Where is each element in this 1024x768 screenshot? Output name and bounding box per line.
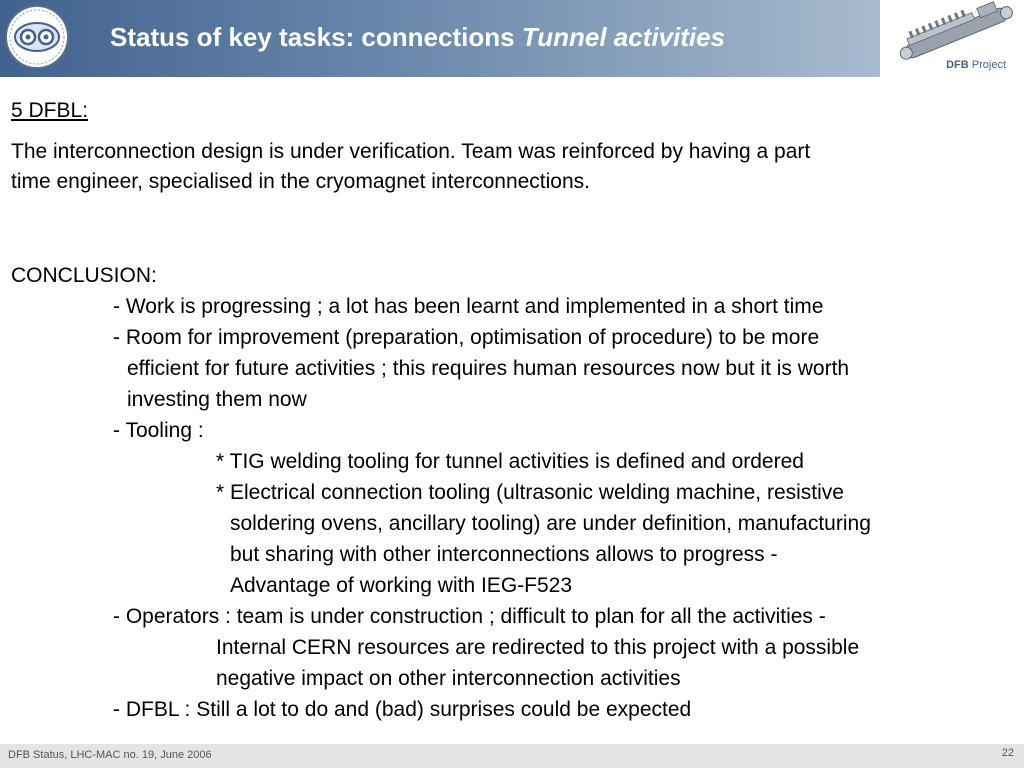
conclusion-heading: CONCLUSION: bbox=[11, 264, 157, 287]
project-label: DFB Project bbox=[946, 59, 1006, 71]
intro-line: The interconnection design is under verification. Team was reinforced by having a part bbox=[11, 140, 811, 163]
bullet-item: - DFBL : Still a lot to do and (bad) surprises could be expected bbox=[113, 698, 692, 721]
cern-logo-icon bbox=[4, 4, 70, 70]
page-title-italic: Tunnel activities bbox=[521, 22, 726, 52]
page-number: 22 bbox=[1001, 747, 1014, 759]
bullet-item: - Tooling : bbox=[113, 419, 204, 442]
page-title: Status of key tasks: connections Tunnel activities bbox=[110, 22, 726, 52]
section-heading: 5 DFBL: bbox=[11, 99, 89, 122]
project-badge bbox=[888, 0, 1024, 77]
footer-bar bbox=[0, 744, 1024, 768]
bullet-item: - Room for improvement (preparation, optimisation of procedure) to be more efficient for future activities ; this requires human resources now but it is worth investing them now bbox=[113, 326, 850, 411]
bullet-item: - Operators : team is under construction ; difficult to plan for all the activities - Internal CERN resources are redirected to this project with a possible negative impact on other interconnection activities bbox=[113, 605, 860, 690]
sub-bullet-item: * TIG welding tooling for tunnel activities is defined and ordered bbox=[216, 450, 804, 473]
intro-paragraph bbox=[11, 137, 1016, 197]
header-banner bbox=[0, 0, 880, 77]
intro-line: time engineer, specialised in the cryomagnet interconnections. bbox=[11, 170, 590, 193]
slide-body bbox=[11, 96, 1016, 725]
footer-caption: DFB Status, LHC-MAC no. 19, June 2006 bbox=[8, 749, 212, 761]
cryostat-icon bbox=[888, 0, 1024, 60]
sub-bullet-item: * Electrical connection tooling (ultrasonic welding machine, resistive soldering ovens, ancillary tooling) are under definition, manufacturing but sharing with other interconnections allows to progress - Advantage of working with IEG-F523 bbox=[216, 481, 871, 597]
bullet-item: - Work is progressing ; a lot has been learnt and implemented in a short time bbox=[113, 295, 824, 318]
